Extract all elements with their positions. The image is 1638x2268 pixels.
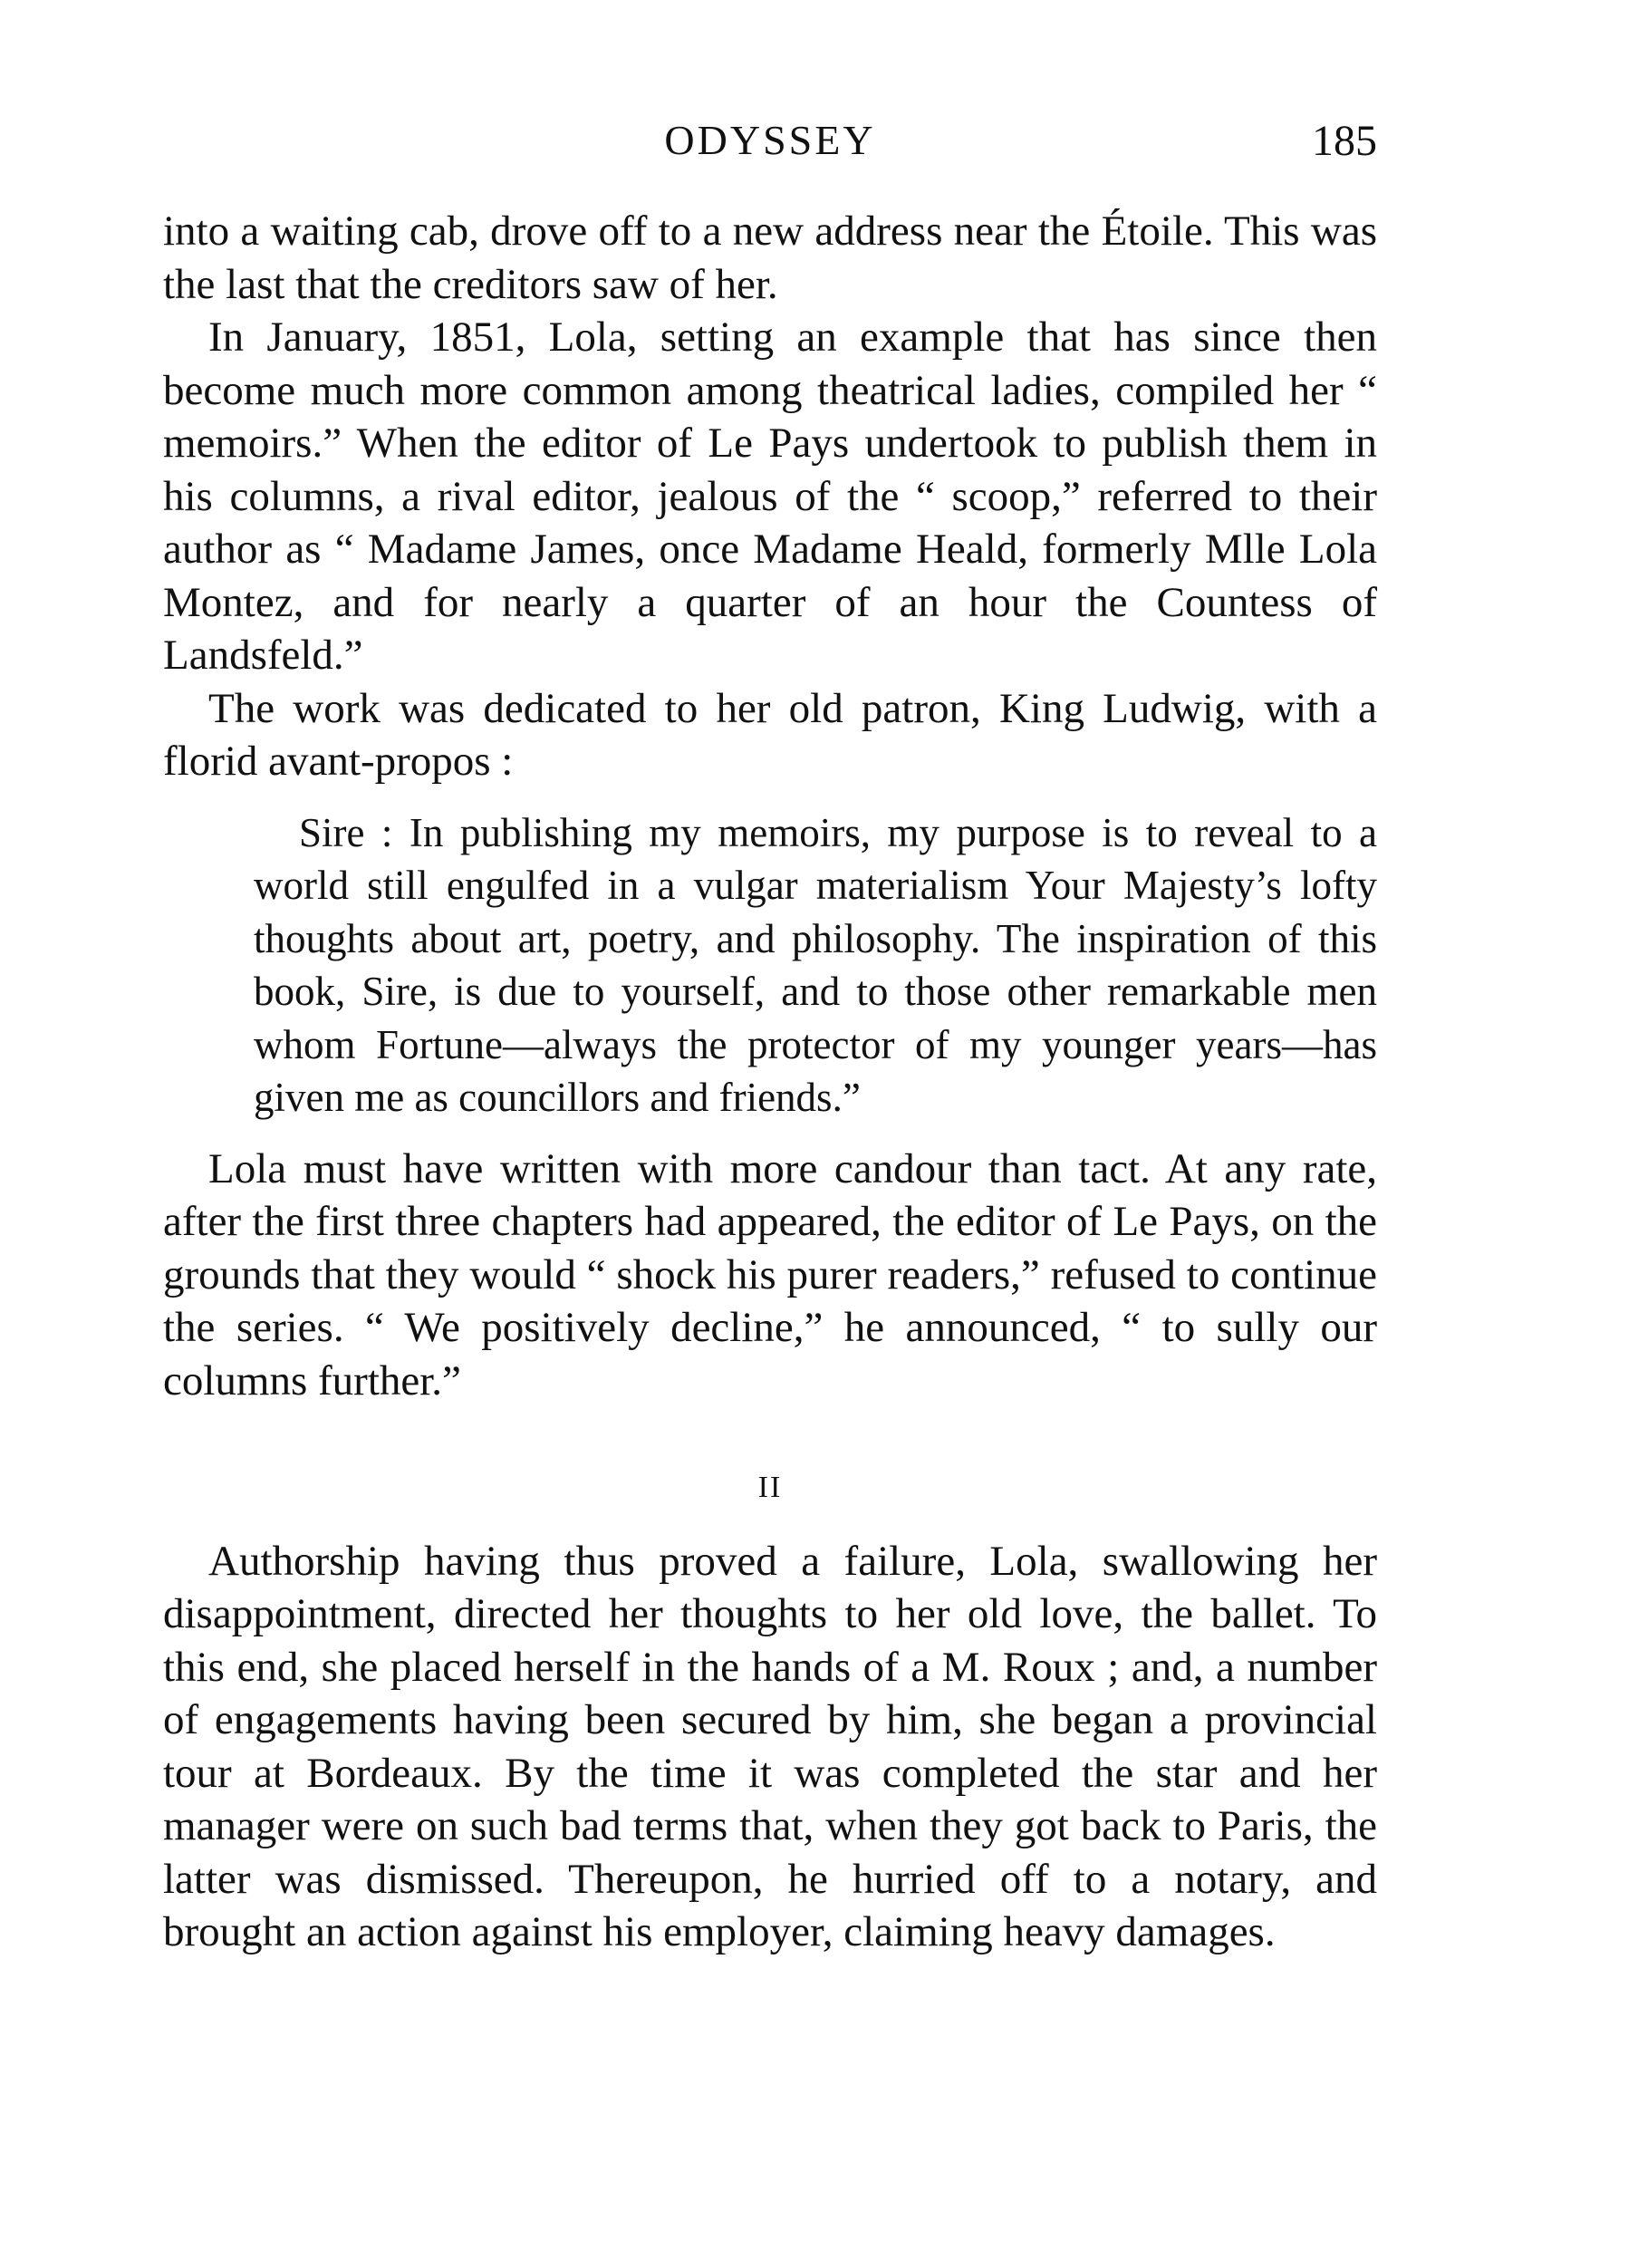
page-body — [163, 205, 1377, 1959]
paragraph-1: into a waiting cab, drove off to a new address near the Étoile. This was the last that the creditors saw of her. — [163, 207, 1377, 308]
paragraph-3: The work was dedicated to her old patron, King Ludwig, with a florid avant-propos : — [163, 684, 1377, 785]
quote-text: Sire : In publishing my memoirs, my purpose is to reveal to a world still engulfed in a vulgar materialism Your Majesty’s lofty thoughts about art, poetry, and philosophy. The inspiration of this book, Sire, is due to yourself, and to those other remarkable men whom Fortune—always the protector of my younger years—has given me as councillors and friends.” — [254, 809, 1377, 1120]
page-number: 185 — [1312, 117, 1377, 165]
block-quote — [254, 806, 1377, 1124]
paragraph-5: Authorship having thus proved a failure, Lola, swallowing her disappointment, directed her thoughts to her old love, the ballet. To this end, she placed herself in the hands of a M. Roux ; and, a number of engagements having been secured by him, she began a provincial tour at Bordeaux. By the time it was completed the star and her manager were on such bad terms that, when they got back to Paris, the latter was dismissed. Thereupon, he hurried off to a notary, and brought an action against his employer, claiming heavy damages. — [163, 1537, 1377, 1955]
paragraph-4: Lola must have written with more candour than tact. At any rate, after the first three chapters had appeared, the editor of Le Pays, on the grounds that they would “ shock his purer readers,” refused to continue the series. “ We positively decline,” he announced, “ to sully our columns further.” — [163, 1144, 1377, 1404]
running-title: ODYSSEY — [664, 117, 876, 163]
page-header — [163, 116, 1377, 179]
paragraph-2: In January, 1851, Lola, setting an example that has since then become much more common among theatrical ladies, compiled her “ memoirs.” When the editor of Le Pays undertook to publish them in his columns, a rival editor, jealous of the “ scoop,” referred to their author as “ Madame James, once Madame Heald, formerly Mlle Lola Montez, and for nearly a quarter of an hour the Countess of Landsfeld.” — [163, 314, 1377, 679]
section-number: II — [757, 1471, 783, 1504]
